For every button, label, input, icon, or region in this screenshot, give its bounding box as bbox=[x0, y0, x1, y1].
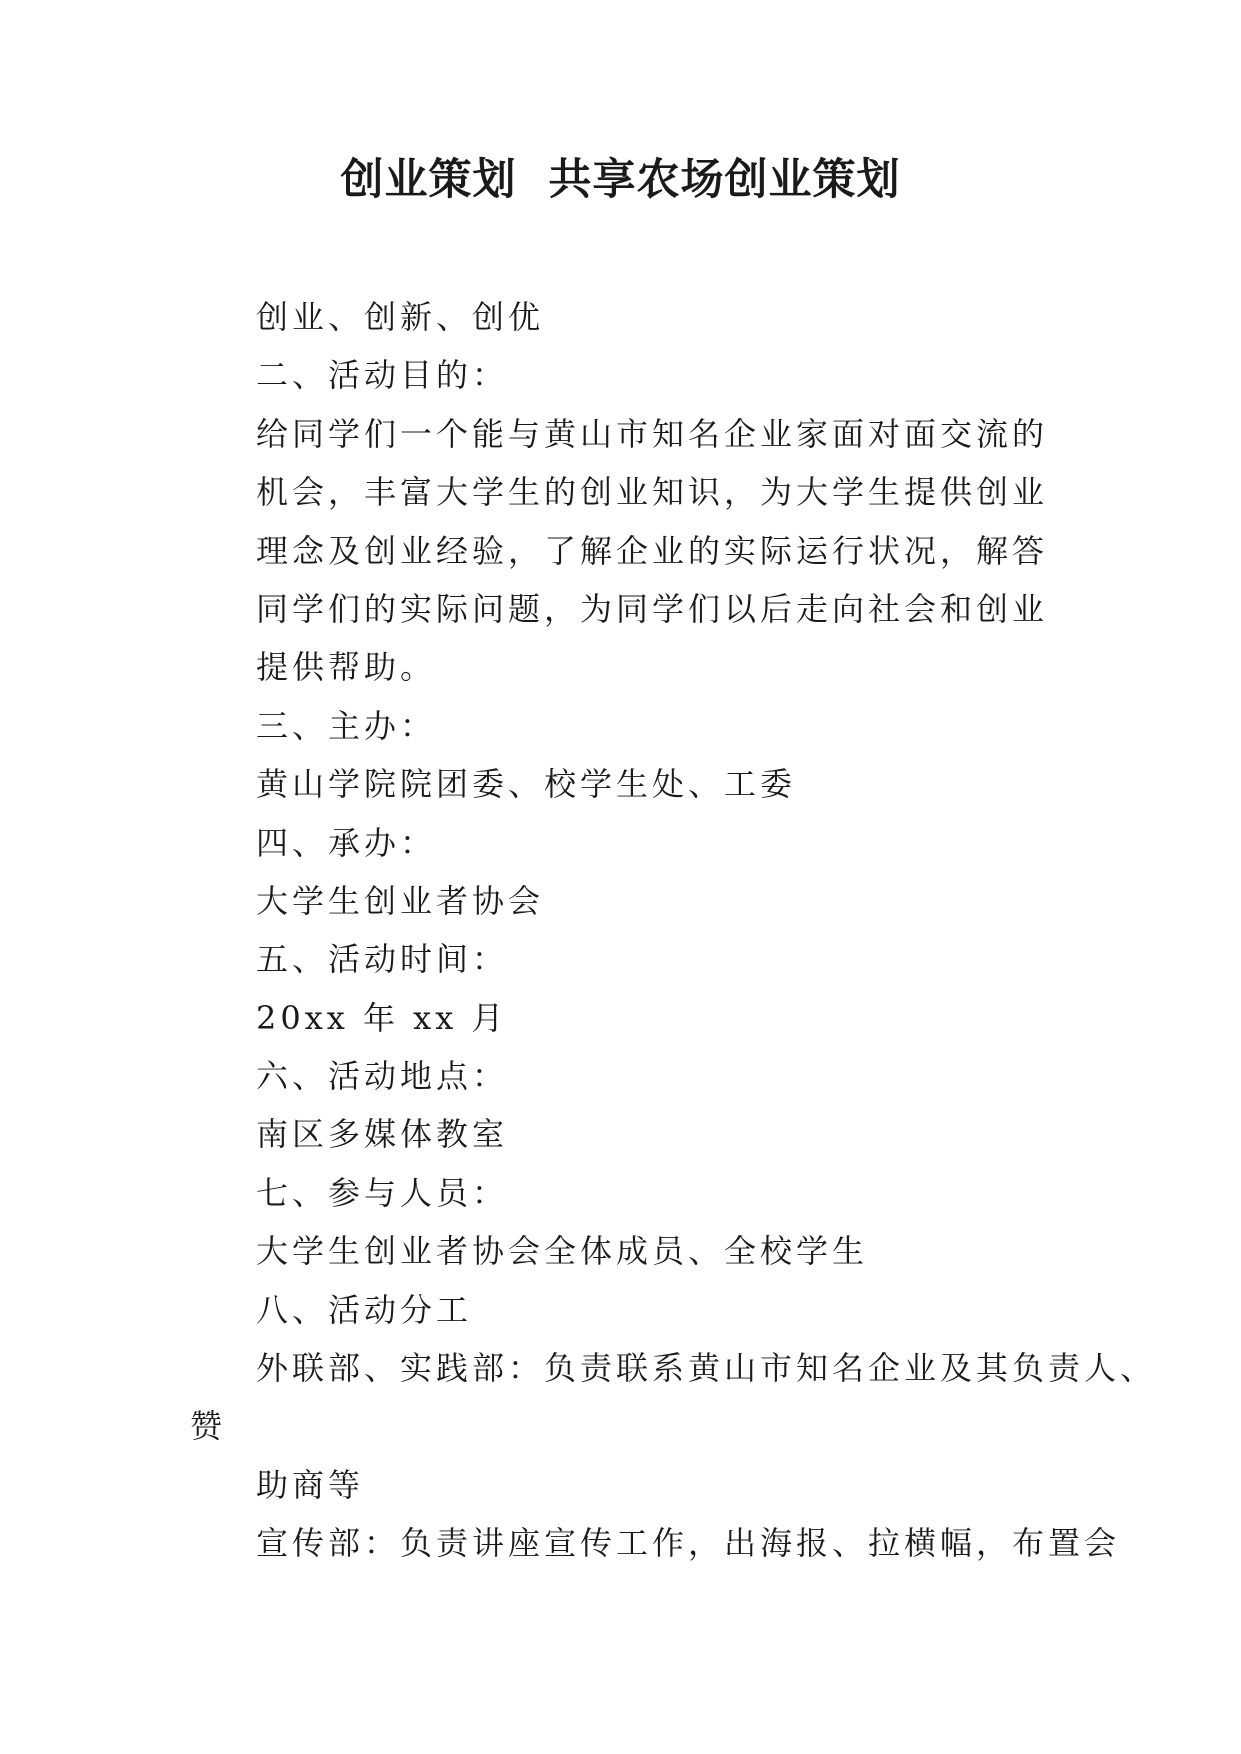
text-line: 同学们的实际问题，为同学们以后走向社会和创业 bbox=[256, 589, 1049, 628]
text-line-wrapped: 赞 bbox=[190, 1407, 227, 1446]
text-line: 理念及创业经验，了解企业的实际运行状况，解答 bbox=[256, 531, 1049, 570]
text-line: 南区多媒体教室 bbox=[256, 1115, 509, 1154]
text-line: 宣传部：负责讲座宣传工作，出海报、拉横幅，布置会 bbox=[256, 1524, 1121, 1563]
document-title: 创业策划 共享农场创业策划 bbox=[340, 155, 901, 205]
section-heading: 八、活动分工 bbox=[256, 1290, 473, 1329]
text-line: 大学生创业者协会全体成员、全校学生 bbox=[256, 1232, 869, 1271]
section-heading: 五、活动时间： bbox=[256, 940, 509, 979]
text-line: 助商等 bbox=[256, 1465, 365, 1504]
text-line: 机会，丰富大学生的创业知识，为大学生提供创业 bbox=[256, 473, 1049, 512]
section-heading: 六、活动地点： bbox=[256, 1057, 509, 1096]
text-line: 创业、创新、创优 bbox=[256, 298, 545, 336]
text-line: 大学生创业者协会 bbox=[256, 881, 545, 920]
document-body bbox=[190, 288, 1157, 1573]
text-line: 黄山学院院团委、校学生处、工委 bbox=[256, 765, 797, 804]
text-line: 提供帮助。 bbox=[256, 648, 437, 687]
section-heading: 三、主办： bbox=[256, 706, 437, 745]
text-line: 给同学们一个能与黄山市知名企业家面对面交流的 bbox=[256, 414, 1049, 453]
text-line: 外联部、实践部：负责联系黄山市知名企业及其负责人、 bbox=[256, 1349, 1157, 1388]
text-line: 20xx 年 xx 月 bbox=[256, 998, 508, 1037]
section-heading: 二、活动目的： bbox=[256, 356, 509, 395]
section-heading: 四、承办： bbox=[256, 823, 437, 862]
section-heading: 七、参与人员： bbox=[256, 1173, 509, 1212]
